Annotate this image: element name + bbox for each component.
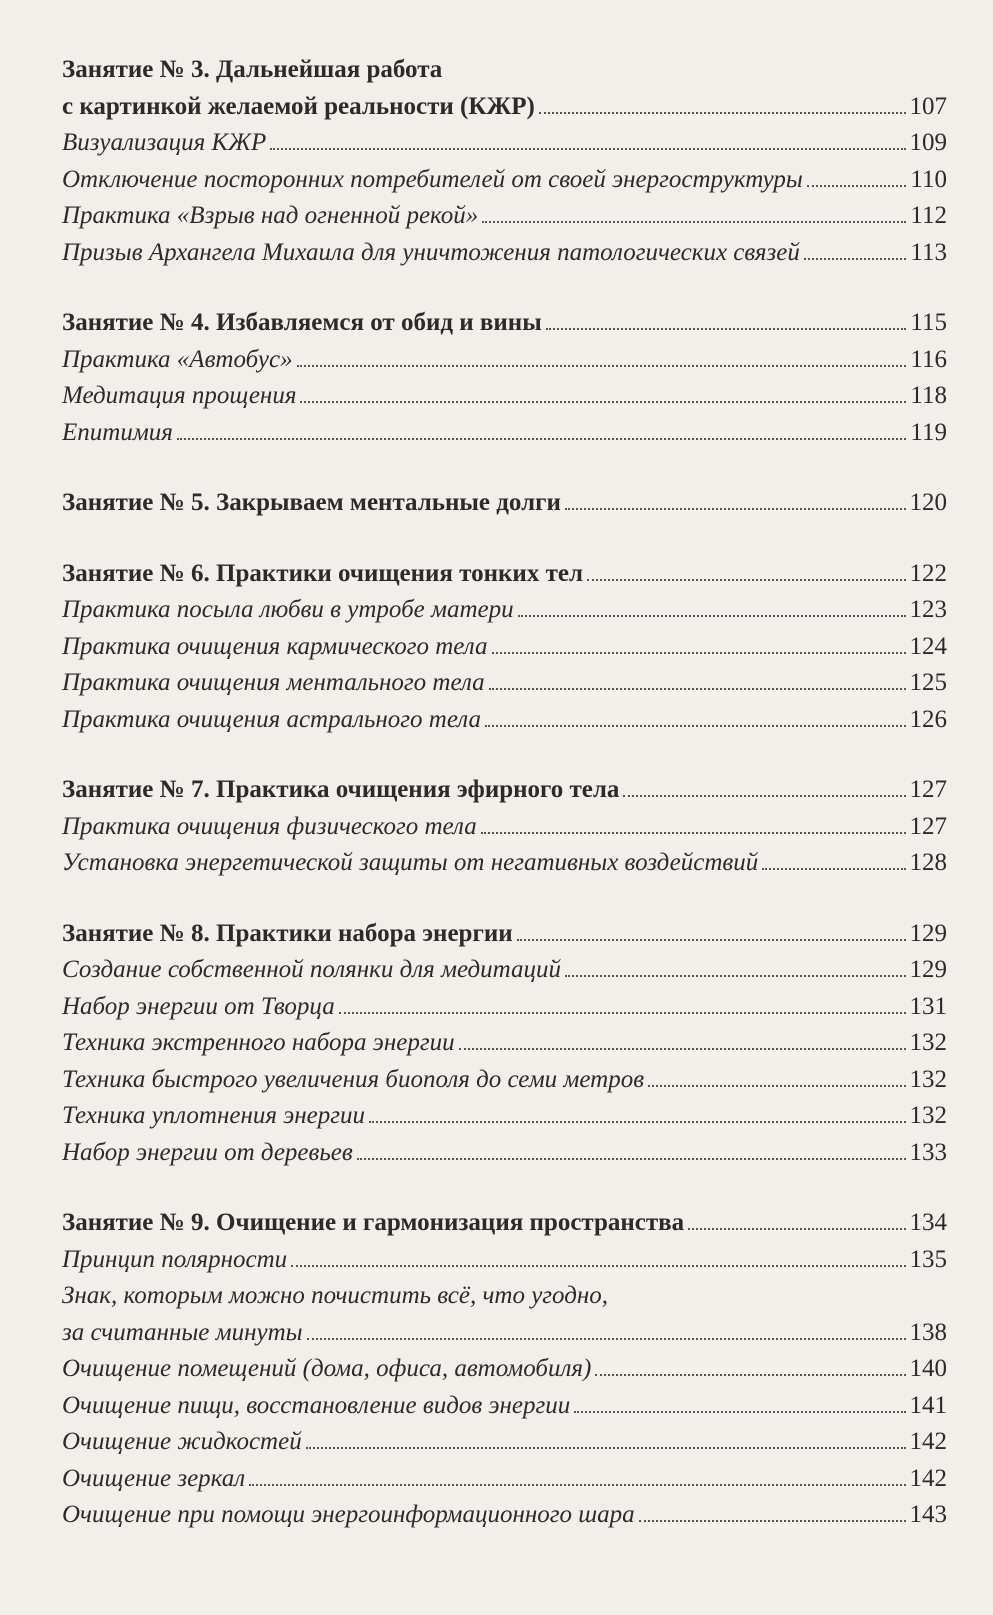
page-number: 140 xyxy=(909,1355,947,1382)
toc-item[interactable] xyxy=(62,1098,947,1135)
chapter-entry[interactable] xyxy=(62,485,947,522)
dot-leader xyxy=(270,148,905,150)
page-number: 116 xyxy=(910,345,947,373)
page-number: 129 xyxy=(909,956,947,983)
dot-leader xyxy=(369,1121,906,1123)
dot-leader xyxy=(518,615,906,617)
chapter-title-line: Занятие № 3. Дальнейшая работа xyxy=(62,56,443,83)
dot-leader xyxy=(489,688,906,690)
page-number: 133 xyxy=(909,1138,947,1166)
toc-item[interactable] xyxy=(62,629,947,666)
page-number: 118 xyxy=(910,382,947,409)
page-number: 128 xyxy=(909,849,947,876)
toc-item[interactable] xyxy=(62,125,947,162)
toc-item[interactable] xyxy=(62,162,947,199)
item-title: Визуализация КЖР xyxy=(62,129,267,156)
dot-leader xyxy=(539,112,906,114)
chapter-title: с картинкой желаемой реальности (КЖР) xyxy=(62,92,535,120)
page-number: 125 xyxy=(909,669,947,696)
dot-leader xyxy=(574,1411,905,1413)
dot-leader xyxy=(492,652,906,654)
page-number: 123 xyxy=(909,596,947,623)
item-title: Практика очищения ментального тела xyxy=(62,669,485,696)
item-title: Епитимия xyxy=(62,418,173,446)
toc-section-9 xyxy=(62,1205,947,1534)
dot-leader xyxy=(807,185,907,187)
page-number: 119 xyxy=(910,418,947,446)
page-number: 126 xyxy=(909,705,947,733)
toc-item[interactable] xyxy=(62,1461,947,1498)
toc-item[interactable] xyxy=(62,1242,947,1279)
item-title: Техника экстренного набора энергии xyxy=(62,1029,455,1056)
toc-item[interactable] xyxy=(62,235,947,272)
dot-leader xyxy=(177,438,907,440)
dot-leader xyxy=(648,1085,905,1087)
toc-item[interactable] xyxy=(62,1062,947,1099)
page-number: 122 xyxy=(909,559,947,587)
toc-item[interactable] xyxy=(62,1424,947,1461)
chapter-title: Занятие № 4. Избавляемся от обид и вины xyxy=(62,309,542,336)
table-of-contents xyxy=(62,52,947,1568)
page-number: 134 xyxy=(909,1209,947,1236)
dot-leader xyxy=(587,579,906,581)
toc-item[interactable] xyxy=(62,415,947,452)
item-title: Техника быстрого увеличения биополя до семи метров xyxy=(62,1065,645,1093)
toc-section-6 xyxy=(62,556,947,739)
item-title: Техника уплотнения энергии xyxy=(62,1102,365,1129)
dot-leader xyxy=(517,939,906,941)
toc-item[interactable] xyxy=(62,952,947,989)
dot-leader xyxy=(357,1158,906,1160)
page-number: 112 xyxy=(910,202,947,229)
toc-item[interactable] xyxy=(62,1315,947,1352)
toc-item[interactable] xyxy=(62,989,947,1026)
page-number: 132 xyxy=(909,1065,947,1093)
page-number: 138 xyxy=(909,1318,947,1346)
item-title: Принцип полярности xyxy=(62,1245,288,1273)
page-number: 127 xyxy=(909,776,947,803)
item-title: Призыв Архангела Михаила для уничтожения патологических связей xyxy=(62,238,800,266)
page-number: 132 xyxy=(909,1102,947,1129)
chapter-entry[interactable] xyxy=(62,556,947,593)
item-title: Очищение зеркал xyxy=(62,1464,246,1492)
toc-item[interactable] xyxy=(62,1497,947,1534)
dot-leader xyxy=(565,508,906,510)
dot-leader xyxy=(307,1338,906,1340)
item-title: Набор энергии от деревьев xyxy=(62,1138,353,1166)
dot-leader xyxy=(300,401,906,403)
item-title: Медитация прощения xyxy=(62,382,297,409)
item-title: за считанные минуты xyxy=(62,1318,303,1346)
toc-item[interactable] xyxy=(62,378,947,415)
toc-item[interactable] xyxy=(62,809,947,846)
dot-leader xyxy=(804,258,907,260)
toc-item[interactable] xyxy=(62,342,947,379)
page-number: 109 xyxy=(909,129,947,156)
page-number: 115 xyxy=(910,309,947,336)
dot-leader xyxy=(595,1374,905,1376)
dot-leader xyxy=(762,868,905,870)
page-number: 131 xyxy=(909,992,947,1020)
dot-leader xyxy=(459,1048,906,1050)
dot-leader xyxy=(639,1520,906,1522)
dot-leader xyxy=(565,975,906,977)
dot-leader xyxy=(485,725,905,727)
item-title-line: Знак, которым можно почистить всё, что угодно, xyxy=(62,1282,609,1309)
item-title: Установка энергетической защиты от негативных воздействий xyxy=(62,849,759,876)
page-number: 113 xyxy=(910,238,947,266)
page-number: 129 xyxy=(909,919,947,947)
page-number: 127 xyxy=(909,812,947,840)
dot-leader xyxy=(297,365,907,367)
toc-item[interactable] xyxy=(62,592,947,629)
page-number: 135 xyxy=(909,1245,947,1273)
item-title: Очищение помещений (дома, офиса, автомобиля) xyxy=(62,1355,592,1382)
chapter-entry[interactable] xyxy=(62,89,947,126)
dot-leader xyxy=(481,832,906,834)
dot-leader xyxy=(546,328,907,330)
chapter-entry[interactable] xyxy=(62,916,947,953)
toc-item[interactable] xyxy=(62,1388,947,1425)
toc-item[interactable] xyxy=(62,665,947,702)
chapter-entry[interactable] xyxy=(62,1205,947,1242)
chapter-title: Занятие № 9. Очищение и гармонизация пространства xyxy=(62,1209,685,1236)
chapter-title: Занятие № 7. Практика очищения эфирного тела xyxy=(62,776,620,803)
item-title: Очищение жидкостей xyxy=(62,1428,302,1455)
page-number: 141 xyxy=(909,1391,947,1419)
item-title: Очищение пищи, восстановление видов энергии xyxy=(62,1391,571,1419)
page-number: 120 xyxy=(909,489,947,516)
chapter-title: Занятие № 5. Закрываем ментальные долги xyxy=(62,489,561,516)
dot-leader xyxy=(249,1484,905,1486)
page-number: 132 xyxy=(909,1029,947,1056)
item-title: Практика очищения астрального тела xyxy=(62,705,482,733)
dot-leader xyxy=(339,1012,906,1014)
page-number: 124 xyxy=(909,632,947,660)
item-title: Создание собственной полянки для медитаций xyxy=(62,956,561,983)
page-number: 143 xyxy=(909,1501,947,1528)
page-number: 110 xyxy=(910,165,947,193)
toc-section-7 xyxy=(62,772,947,882)
toc-section-5 xyxy=(62,485,947,522)
toc-item[interactable] xyxy=(62,1135,947,1172)
item-title: Практика очищения кармического тела xyxy=(62,632,488,660)
toc-item[interactable] xyxy=(62,1351,947,1388)
toc-item[interactable] xyxy=(62,198,947,235)
dot-leader xyxy=(688,1228,905,1230)
dot-leader xyxy=(306,1447,906,1449)
toc-item[interactable] xyxy=(62,845,947,882)
toc-section-4 xyxy=(62,305,947,451)
item-title: Очищение при помощи энергоинформационного шара xyxy=(62,1501,635,1528)
toc-section-8 xyxy=(62,916,947,1172)
item-title: Отключение посторонних потребителей от своей энергоструктуры xyxy=(62,165,803,193)
chapter-entry[interactable] xyxy=(62,772,947,809)
item-title: Практика очищения физического тела xyxy=(62,812,477,840)
item-title: Практика «Взрыв над огненной рекой» xyxy=(62,202,479,229)
dot-leader xyxy=(623,795,905,797)
item-title: Практика «Автобус» xyxy=(62,345,293,373)
toc-section-3 xyxy=(62,52,947,271)
page-number: 107 xyxy=(909,92,947,120)
item-title: Набор энергии от Творца xyxy=(62,992,335,1020)
toc-item[interactable] xyxy=(62,1025,947,1062)
item-title: Практика посыла любви в утробе матери xyxy=(62,596,514,623)
chapter-title: Занятие № 8. Практики набора энергии xyxy=(62,919,513,947)
dot-leader xyxy=(482,221,906,223)
toc-item[interactable] xyxy=(62,702,947,739)
chapter-entry[interactable] xyxy=(62,305,947,342)
page-number: 142 xyxy=(909,1428,947,1455)
page-number: 142 xyxy=(909,1464,947,1492)
chapter-title: Занятие № 6. Практики очищения тонких тел xyxy=(62,559,583,587)
dot-leader xyxy=(291,1265,905,1267)
